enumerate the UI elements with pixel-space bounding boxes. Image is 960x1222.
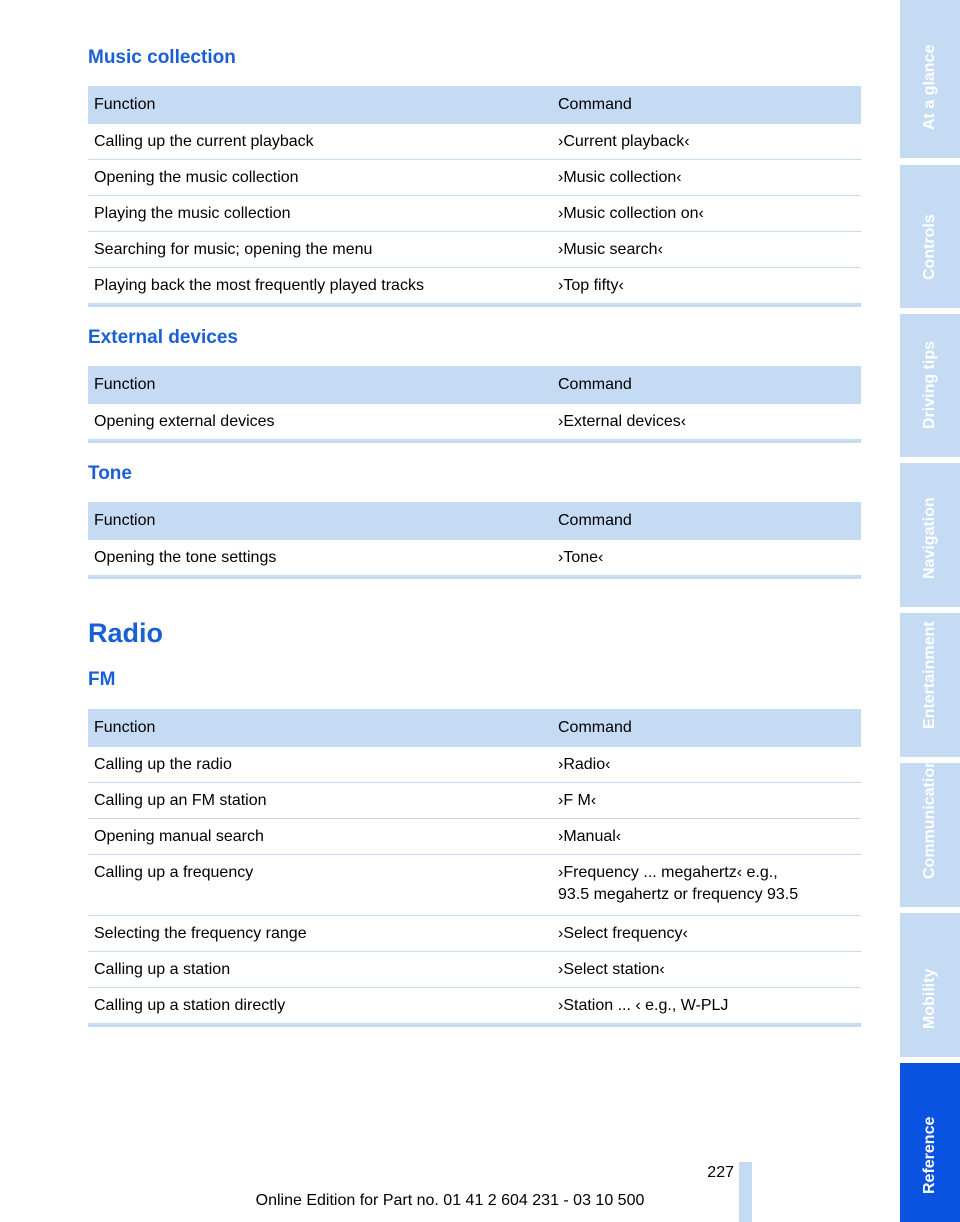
command-cell: ›Station ... ‹ e.g., W-PLJ	[552, 988, 861, 1026]
table-row	[88, 196, 861, 232]
table-row	[88, 268, 861, 306]
table-row	[88, 747, 861, 783]
command-line-2: 93.5 megahertz or frequency 93.5	[558, 886, 799, 903]
tone-table	[88, 502, 861, 579]
table-row	[88, 783, 861, 819]
column-header-function: Function	[88, 502, 552, 540]
chapter-sidebar	[900, 0, 960, 1222]
table-row	[88, 952, 861, 988]
table-row	[88, 540, 861, 578]
function-cell: Searching for music; opening the menu	[88, 232, 552, 268]
command-cell: ›Music search‹	[552, 232, 861, 268]
command-cell: ›Select frequency‹	[552, 916, 861, 952]
column-header-command: Command	[552, 709, 861, 747]
column-header-function: Function	[88, 709, 552, 747]
column-header-command: Command	[552, 86, 861, 124]
function-cell: Opening the music collection	[88, 160, 552, 196]
table-header-row	[88, 709, 861, 747]
table-row	[88, 855, 861, 916]
function-cell: Opening manual search	[88, 819, 552, 855]
command-cell: ›Music collection‹	[552, 160, 861, 196]
tab-navigation[interactable]	[900, 463, 960, 607]
function-cell: Calling up a station directly	[88, 988, 552, 1026]
function-cell: Playing the music collection	[88, 196, 552, 232]
column-header-function: Function	[88, 366, 552, 404]
command-cell: ›F M‹	[552, 783, 861, 819]
function-cell: Calling up a station	[88, 952, 552, 988]
table-header-row	[88, 86, 861, 124]
music-collection-table	[88, 86, 861, 307]
footer-edition-text: Online Edition for Part no. 01 41 2 604 231 - 03 10 500	[255, 1192, 645, 1209]
function-cell: Opening external devices	[88, 404, 552, 442]
function-cell: Calling up an FM station	[88, 783, 552, 819]
tab-label: Navigation	[921, 497, 938, 579]
page-number: 227	[707, 1164, 734, 1181]
tab-entertainment[interactable]	[900, 613, 960, 757]
tab-label: Driving tips	[921, 340, 938, 429]
table-header-row	[88, 366, 861, 404]
column-header-command: Command	[552, 502, 861, 540]
tab-controls[interactable]	[900, 165, 960, 308]
table-row	[88, 232, 861, 268]
tab-label: Controls	[921, 214, 938, 280]
command-cell: ›Select station‹	[552, 952, 861, 988]
table-row	[88, 819, 861, 855]
command-cell: ›Tone‹	[552, 540, 861, 578]
command-cell: ›Current playback‹	[552, 124, 861, 160]
command-cell: ›External devices‹	[552, 404, 861, 442]
tab-label: Entertainment	[921, 621, 938, 729]
fm-radio-table	[88, 709, 861, 1027]
tab-label: At a glance	[921, 44, 938, 130]
command-cell: ›Radio‹	[552, 747, 861, 783]
section-heading-external-devices: External devices	[88, 327, 238, 348]
tab-label: Mobility	[921, 968, 938, 1029]
table-row	[88, 916, 861, 952]
function-cell: Playing back the most frequently played tracks	[88, 268, 552, 306]
section-heading-fm: FM	[88, 669, 116, 690]
command-line-1: ›Frequency ... megahertz‹ e.g.,	[558, 864, 778, 881]
tab-mobility[interactable]	[900, 913, 960, 1057]
function-cell: Calling up the current playback	[88, 124, 552, 160]
table-row	[88, 160, 861, 196]
table-row	[88, 988, 861, 1026]
table-row	[88, 124, 861, 160]
section-heading-music-collection: Music collection	[88, 47, 236, 68]
tab-reference[interactable]	[900, 1063, 960, 1222]
tab-communication[interactable]	[900, 758, 960, 907]
section-heading-tone: Tone	[88, 463, 132, 484]
chapter-heading-radio: Radio	[88, 618, 164, 648]
function-cell: Calling up the radio	[88, 747, 552, 783]
tab-label: Reference	[921, 1116, 938, 1194]
command-cell: ›Manual‹	[552, 819, 861, 855]
command-cell	[552, 855, 861, 916]
column-header-function: Function	[88, 86, 552, 124]
function-cell: Selecting the frequency range	[88, 916, 552, 952]
function-cell: Opening the tone settings	[88, 540, 552, 578]
tab-label: Communication	[921, 758, 938, 879]
external-devices-table	[88, 366, 861, 443]
table-row	[88, 404, 861, 442]
table-header-row	[88, 502, 861, 540]
command-cell: ›Music collection on‹	[552, 196, 861, 232]
tab-driving-tips[interactable]	[900, 314, 960, 457]
tab-at-a-glance[interactable]	[900, 0, 960, 158]
column-header-command: Command	[552, 366, 861, 404]
function-cell: Calling up a frequency	[88, 855, 552, 916]
command-cell: ›Top fifty‹	[552, 268, 861, 306]
